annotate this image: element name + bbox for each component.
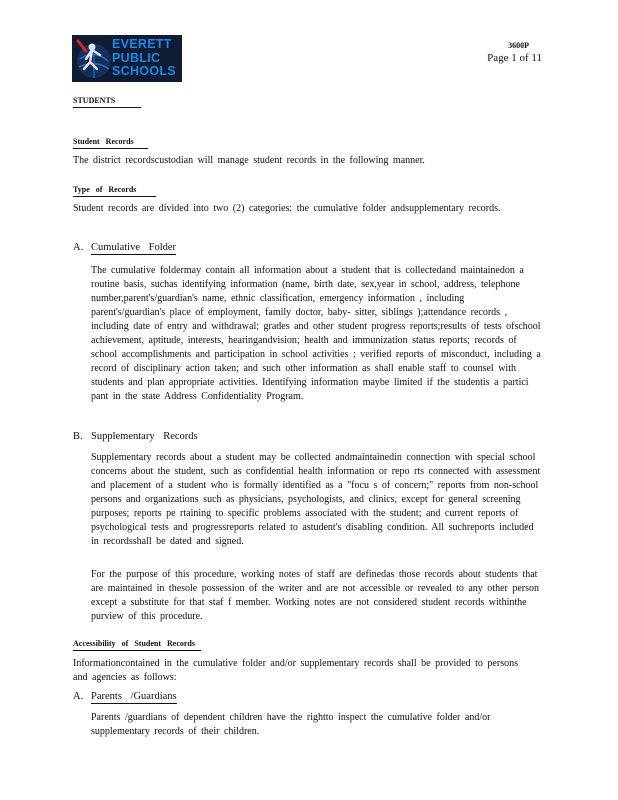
district-logo xyxy=(72,35,182,82)
parents-guardians-heading xyxy=(73,690,177,704)
cumulative-folder-heading xyxy=(73,241,176,255)
supplementary-records-text: Supplementary records about a student may be collected andmaintainedin connection with special school concerns about the student, such as confidential health information or repo rts connected with assessment and placement of a student who is formally identified as a "focu s of concern;" reports from non-school persons and organizations such as physicians, psychologists, and clinics, except for general screening purposes; reports pe rtaining to specific problems associated with the student; and current reports of psychological tests and progressreports related to astudent's disabling condition. All suchreports included in recordsshall be dated and signed. xyxy=(91,452,541,547)
logo-line: SCHOOLS xyxy=(112,64,176,78)
logo-line: EVERETT xyxy=(112,37,172,51)
accessibility-heading: Accessibility of Student Records xyxy=(73,639,201,651)
parents-guardians-title: Parents /Guardians xyxy=(91,691,177,702)
logo-line: PUBLIC xyxy=(112,50,161,65)
student-records-text: The district recordscustodian will manage student records in the following manner. xyxy=(73,155,425,166)
policy-code: 3600P xyxy=(508,41,529,50)
supplementary-records-title: Supplementary Records xyxy=(91,431,198,442)
list-marker: A. xyxy=(73,691,84,702)
logo-wordmark xyxy=(112,38,176,79)
section-title: STUDENTS xyxy=(73,96,141,108)
globe-figure-icon xyxy=(72,35,116,82)
page-number: Page 1 of 11 xyxy=(487,52,542,64)
cumulative-folder-title: Cumulative Folder xyxy=(91,242,177,253)
cumulative-folder-text: The cumulative foldermay contain all information about a student that is collectedand maintainedon a routine basis, suchas identifying information (name, birth date, sex,year in school, address, telephone number,parent's/guardian's name, ethnic classification, emergency information , including parent's/guardian's place of employment, family doctor, baby- sitter, siblings );attendance records , including date of entry and withdrawal; grades and other student progress reports;results of tests ofschool achievement, aptitude, interests, hearingandvision; health and immunization status reports; records of school accomplishments and participation in school activities ; verified reports of misconduct, including a record of disciplinary action taken; and such other information as shall enable staff to counsel with students and plan appropriate activities. Identifying information maybe limited if the studentis a partici pant in the state Address Confidentiality Program. xyxy=(91,265,541,402)
supplementary-records-heading xyxy=(73,430,198,444)
list-marker: A. xyxy=(73,242,84,253)
type-of-records-heading: Type of Records xyxy=(73,185,156,197)
list-marker: B. xyxy=(73,431,83,442)
type-of-records-text: Student records are divided into two (2) categories: the cumulative folder andsupplementary records. xyxy=(73,203,501,214)
parents-guardians-text: Parents /guardians of dependent children have the rightto inspect the cumulative folder and/or supplementary records of their children. xyxy=(91,712,491,737)
accessibility-text: Informationcontained in the cumulative folder and/or supplementary records shall be provided to persons and agencies as follows: xyxy=(73,658,518,683)
working-notes-text: For the purpose of this procedure, working notes of staff are definedas those records about students that are maintained in thesole possession of the writer and are not accessible or revealed to any other person except a substitute for that staf f member. Working notes are not considered student records withinthe purview of this procedure. xyxy=(91,569,540,622)
student-records-heading: Student Records xyxy=(73,137,148,149)
